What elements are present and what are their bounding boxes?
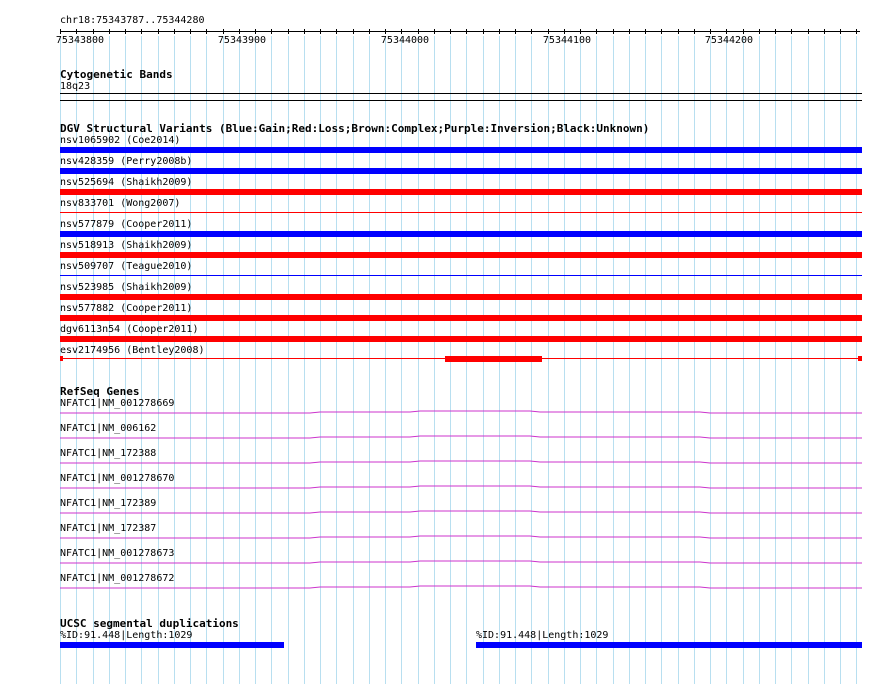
cytoband-bar-bottom [60,100,862,101]
variant-label[interactable]: nsv577882 (Cooper2011) [60,303,193,314]
gene-label[interactable]: NFATC1|NM_172389 [60,498,157,509]
gene-model[interactable] [60,431,862,439]
gene-label[interactable]: NFATC1|NM_001278670 [60,473,175,484]
segdup-label[interactable]: %ID:91.448|Length:1029 [476,630,609,641]
variant-label[interactable]: nsv833701 (Wong2007) [60,198,181,209]
variant-bar-gain[interactable] [60,147,862,153]
gene-model[interactable] [60,531,862,539]
gene-label[interactable]: NFATC1|NM_006162 [60,423,157,434]
variant-bar-gain[interactable] [60,168,862,174]
cytoband-label[interactable]: 18q23 [60,81,91,92]
gene-model[interactable] [60,406,862,414]
variant-bar-loss[interactable] [60,252,862,258]
variant-label[interactable]: nsv428359 (Perry2008b) [60,156,193,167]
segdup-label[interactable]: %ID:91.448|Length:1029 [60,630,193,641]
track-title: DGV Structural Variants (Blue:Gain;Red:Loss;Brown:Complex;Purple:Inversion;Black:Unknown) [60,122,650,135]
variant-label[interactable]: nsv518913 (Shaikh2009) [60,240,193,251]
gene-model[interactable] [60,481,862,489]
gene-model[interactable] [60,556,862,564]
variant-label[interactable]: esv2174956 (Bentley2008) [60,345,205,356]
segdup-bar[interactable] [476,642,862,648]
cytoband-bar-top [60,93,862,94]
variant-label[interactable]: nsv523985 (Shaikh2009) [60,282,193,293]
gene-label[interactable]: NFATC1|NM_001278669 [60,398,175,409]
variant-bar-loss[interactable] [60,212,862,213]
track-title: RefSeq Genes [60,385,140,398]
ruler-tick-label: 75344000 [380,35,430,46]
variant-label[interactable]: dgv6113n54 (Cooper2011) [60,324,199,335]
ruler-tick-label: 75344100 [542,35,592,46]
ruler-tick-label: 75343800 [55,35,105,46]
variant-bar-loss[interactable] [60,336,862,342]
variant-bar-gain[interactable] [60,275,862,276]
ruler-tick-label: 75344200 [704,35,754,46]
ruler-axis [60,31,860,32]
variant-bar-loss-block[interactable] [60,356,63,361]
track-title: UCSC segmental duplications [60,617,239,630]
gene-model[interactable] [60,456,862,464]
gene-model[interactable] [60,581,862,589]
gene-label[interactable]: NFATC1|NM_001278672 [60,573,175,584]
variant-bar-loss[interactable] [60,315,862,321]
variant-label[interactable]: nsv509707 (Teague2010) [60,261,193,272]
variant-bar-loss-block[interactable] [858,356,862,361]
variant-label[interactable]: nsv1065902 (Coe2014) [60,135,181,146]
variant-bar-loss-block[interactable] [445,356,542,362]
variant-bar-gain[interactable] [60,231,862,237]
segdup-bar[interactable] [60,642,284,648]
gene-model[interactable] [60,506,862,514]
track-title: Cytogenetic Bands [60,68,173,81]
gene-label[interactable]: NFATC1|NM_172388 [60,448,157,459]
variant-label[interactable]: nsv525694 (Shaikh2009) [60,177,193,188]
variant-label[interactable]: nsv577879 (Cooper2011) [60,219,193,230]
variant-bar-loss[interactable] [60,189,862,195]
variant-bar-loss[interactable] [60,294,862,300]
locus-label: chr18:75343787..75344280 [60,15,205,26]
ruler-tick-label: 75343900 [217,35,267,46]
gene-label[interactable]: NFATC1|NM_172387 [60,523,157,534]
gene-label[interactable]: NFATC1|NM_001278673 [60,548,175,559]
